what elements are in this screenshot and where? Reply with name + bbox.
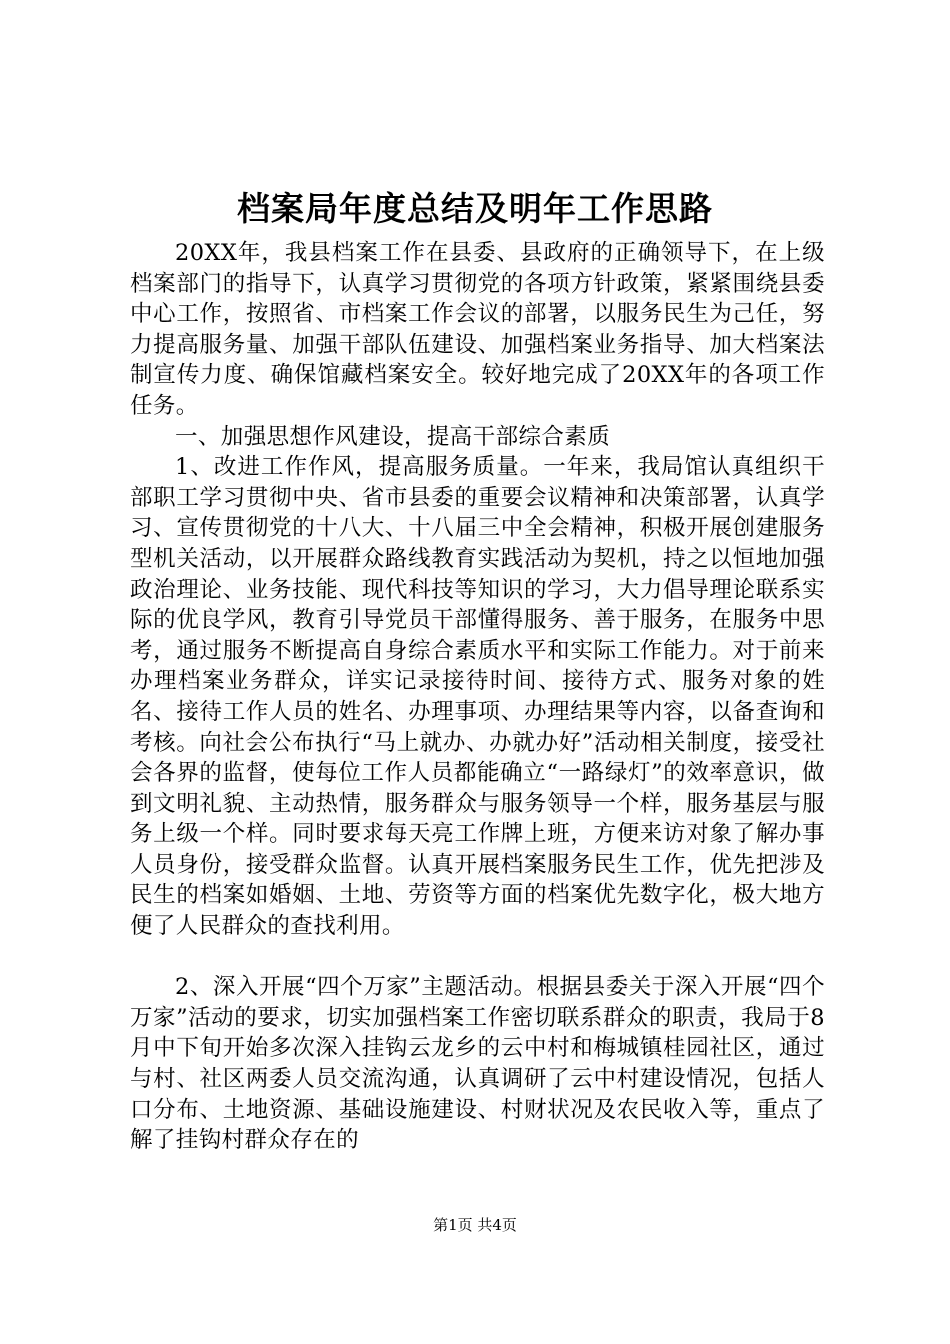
paragraph-item-1: 1、改进工作作风，提高服务质量。一年来，我局馆认真组织干部职工学习贯彻中央、省市县委的重要会议精神和决策部署，认真学习、宣传贯彻党的十八大、十八届三中全会精神，积极开展创建服务型机关活动，以开展群众路线教育实践活动为契机，持之以恒地加强政治理论、业务技能、现代科技等知识的学习，大力倡导理论联系实际的优良学风，教育引导党员干部懂得服务、善于服务，在服务中思考，通过服务不断提高自身综合素质水平和实际工作能力。对于前来办理档案业务群众，详实记录接待时间、接待方式、服务对象的姓名、接待工作人员的姓名、办理事项、办理结果等内容，以备查询和考核。向社会公布执行“马上就办、办就办好”活动相关制度，接受社会各界的监督，使每位工作人员都能确立“一路绿灯”的效率意识，做到文明礼貌、主动热情，服务群众与服务领导一个样，服务基层与服务上级一个样。同时要求每天亮工作牌上班，方便来访对象了解办事人员身份，接受群众监督。认真开展档案服务民生工作，优先把涉及民生的档案如婚姻、土地、劳资等方面的档案优先数字化，极大地方便了人民群众的查找利用。 bbox=[130, 454, 825, 940]
paragraph-spacer bbox=[130, 942, 825, 973]
paragraph-intro: 20XX年，我县档案工作在县委、县政府的正确领导下，在上级档案部门的指导下，认真学习贯彻党的各项方针政策，紧紧围绕县委中心工作，按照省、市档案工作会议的部署，以服务民生为己任，努力提高服务量、加强干部队伍建设、加强档案业务指导、加大档案法制宣传力度、确保馆藏档案安全。较好地完成了20XX年的各项工作任务。 bbox=[130, 240, 825, 419]
paragraph-item-2: 2、深入开展“四个万家”主题活动。根据县委关于深入开展“四个万家”活动的要求，切实加强档案工作密切联系群众的职责，我局于8月中下旬开始多次深入挂钩云龙乡的云中村和梅城镇桂园社区，通过与村、社区两委人员交流沟通，认真调研了云中村建设情况，包括人口分布、土地资源、基础设施建设、村财状况及农民收入等，重点了解了挂钩村群众存在的 bbox=[130, 974, 825, 1154]
page-number-footer: 第1页 共4页 bbox=[433, 1216, 517, 1234]
document-title: 档案局年度总结及明年工作思路 bbox=[237, 189, 713, 228]
section-heading: 一、加强思想作风建设，提高干部综合素质 bbox=[175, 423, 611, 450]
document-body bbox=[130, 238, 825, 1156]
